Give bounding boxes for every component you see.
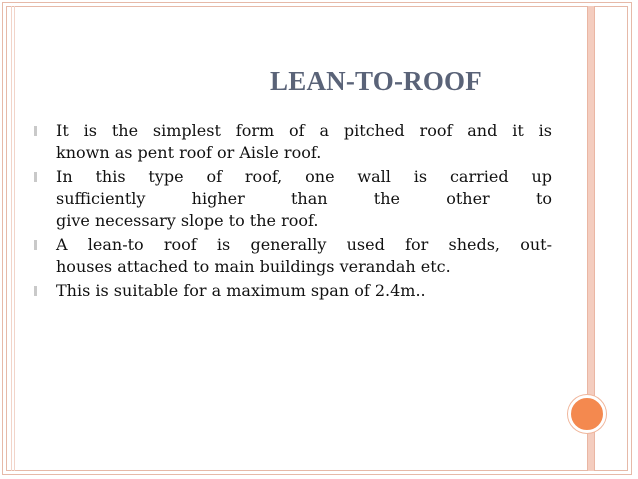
bullet-marker <box>34 286 37 296</box>
bullet-line: give necessary slope to the roof. <box>56 211 319 230</box>
bullet-list <box>32 120 552 304</box>
bullet-item <box>32 120 552 164</box>
bullet-item <box>32 234 552 278</box>
bullet-line: known as pent roof or Aisle roof. <box>56 143 322 162</box>
slide-title: LEAN-TO-ROOF <box>270 66 482 96</box>
bullet-marker <box>34 126 37 136</box>
bullet-line: It is the simplest form of a pitched roof and it is <box>56 121 552 140</box>
left-rule <box>11 6 12 471</box>
bullet-marker <box>34 240 37 250</box>
accent-circle <box>568 395 606 433</box>
bullet-line: A lean-to roof is generally used for sheds, out- <box>56 235 552 254</box>
bullet-marker <box>34 172 37 182</box>
bullet-line: houses attached to main buildings verandah etc. <box>56 257 451 276</box>
bullet-line: sufficiently higher than the other to <box>56 189 552 208</box>
left-rule-secondary <box>14 6 15 471</box>
bullet-item <box>32 280 552 302</box>
bullet-line: In this type of roof, one wall is carried up <box>56 167 552 186</box>
bullet-line: This is suitable for a maximum span of 2.4m.. <box>56 281 426 300</box>
bullet-item <box>32 166 552 232</box>
